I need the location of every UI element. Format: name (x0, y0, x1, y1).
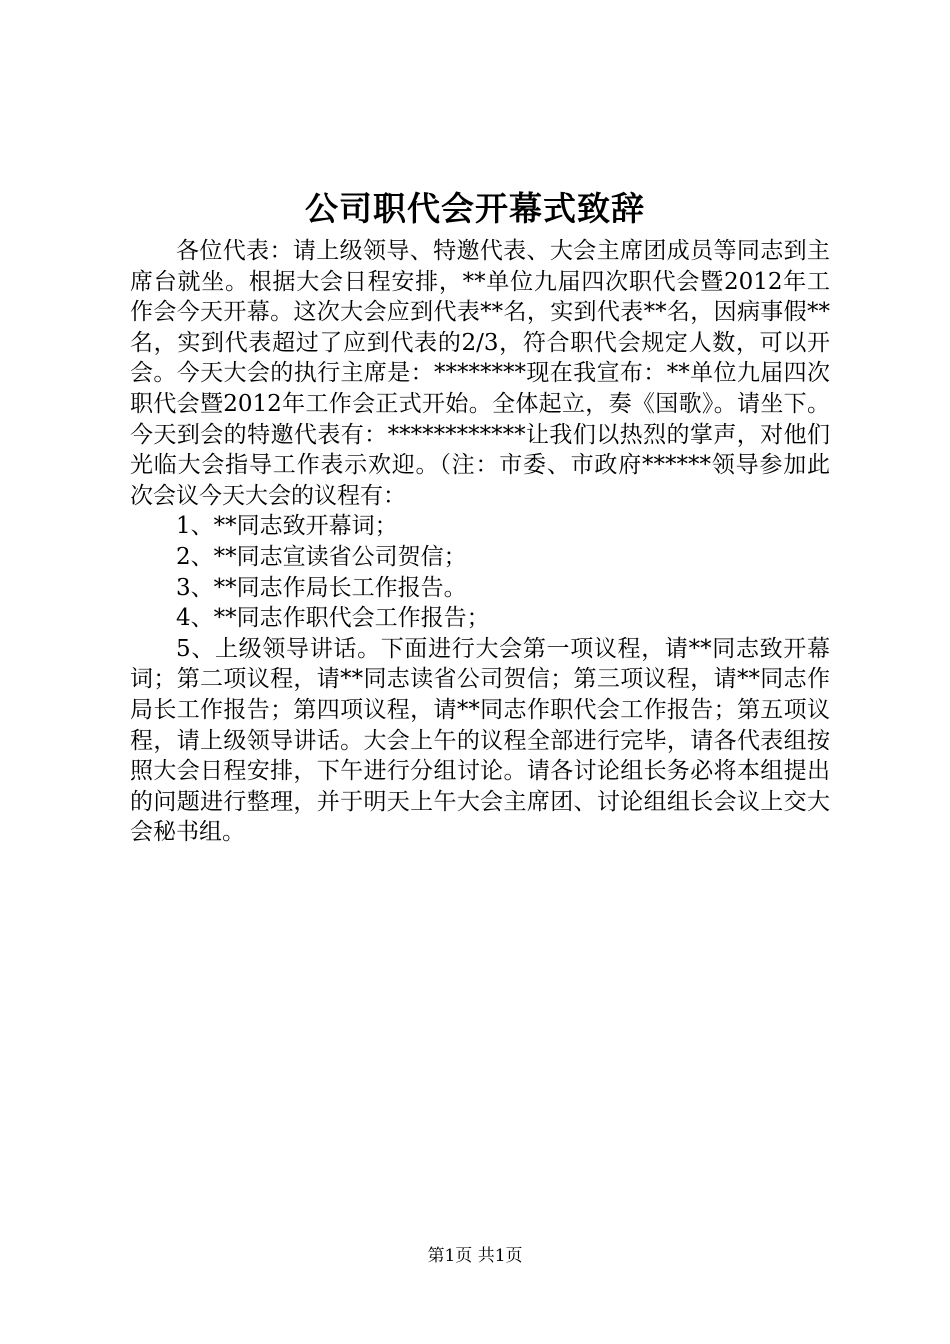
paragraph-opening: 各位代表：请上级领导、特邀代表、大会主席团成员等同志到主席台就坐。根据大会日程安排，**单位九届四次职代会暨2012年工作会今天开幕。这次大会应到代表**名，实到代表**名，因病事假**名，实到代表超过了应到代表的2/3，符合职代会规定人数，可以开会。今天大会的执行主席是：********现在我宣布：**单位九届四次职代会暨2012年工作会正式开始。全体起立，奏《国歌》。请坐下。今天到会的特邀代表有：************让我们以热烈的掌声，对他们光临大会指导工作表示欢迎。（注：市委、市政府******领导参加此次会议今天大会的议程有： (130, 238, 830, 509)
agenda-item-5: 5、上级领导讲话。下面进行大会第一项议程，请**同志致开幕词；第二项议程，请**同志读省公司贺信；第三项议程，请**同志作局长工作报告；第四项议程，请**同志作职代会工作报告；第五项议程，请上级领导讲话。大会上午的议程全部进行完毕，请各代表组按照大会日程安排，下午进行分组讨论。请各讨论组长务必将本组提出的问题进行整理，并于明天上午大会主席团、讨论组组长会议上交大会秘书组。 (130, 635, 830, 846)
agenda-item-2: 2、**同志宣读省公司贺信； (176, 543, 467, 570)
page-footer: 第1页 共1页 (427, 1246, 523, 1266)
agenda-item-4: 4、**同志作职代会工作报告； (176, 605, 490, 632)
document-body (130, 236, 830, 848)
agenda-item-3: 3、**同志作局长工作报告。 (176, 574, 467, 601)
agenda-item-1: 1、**同志致开幕词； (176, 513, 398, 540)
page-title: 公司职代会开幕式致辞 (305, 189, 645, 228)
